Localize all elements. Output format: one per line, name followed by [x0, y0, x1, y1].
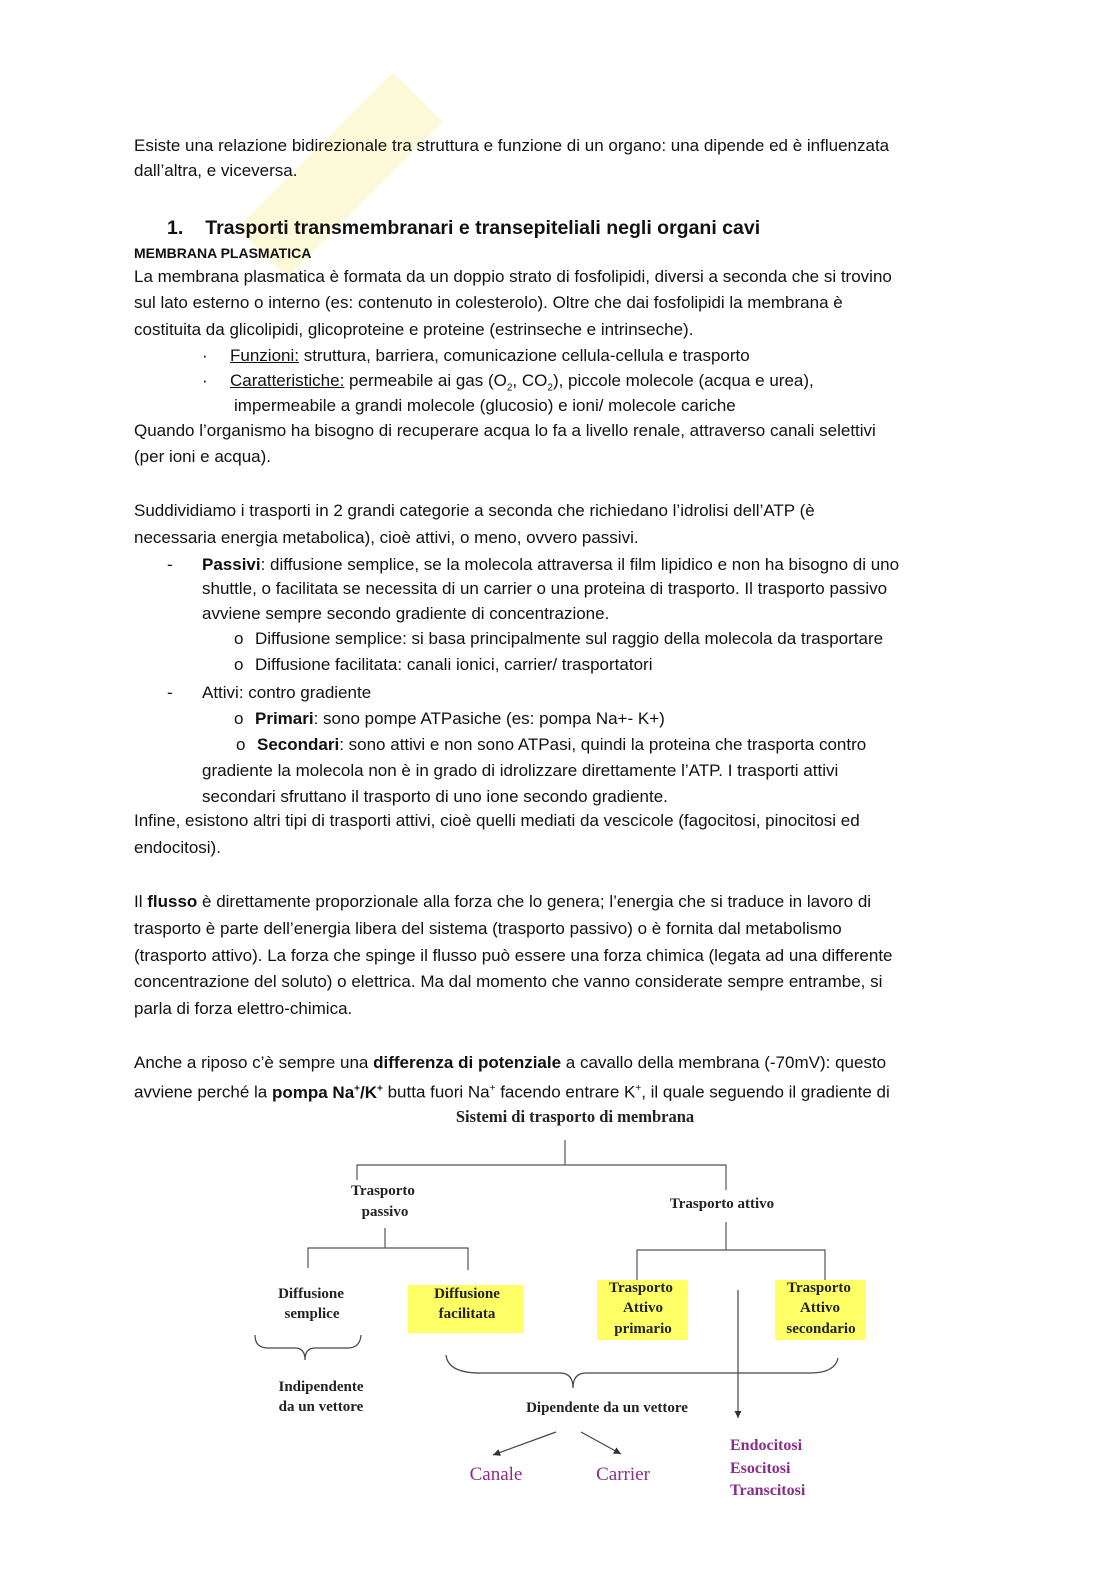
node-label: secondario — [786, 1321, 856, 1337]
text: : sono attivi e non sono ATPasi, quindi la proteina che trasporta contro — [339, 735, 867, 754]
node-esocitosi: Esocitosi — [730, 1460, 791, 1477]
list-item-attivi: Attivi: contro gradiente — [202, 683, 372, 702]
circle-marker: o — [234, 629, 244, 648]
text: ), piccole molecole (acqua e urea), — [552, 371, 814, 390]
arrow-canale — [493, 1432, 556, 1455]
node-label: facilitata — [438, 1306, 496, 1322]
text: , CO — [512, 371, 548, 390]
paragraph-line: Suddividiamo i trasporti in 2 grandi categorie a seconda che richiedano l’idrolisi dell’ATP (è — [134, 501, 815, 520]
text: permeabile ai gas (O — [344, 371, 507, 390]
node-label: Diffusione — [278, 1286, 344, 1302]
heading-number: 1. — [167, 217, 184, 239]
paragraph-line: concentrazione del soluto) o elettrica. Ma dal momento che vanno considerate sempre entrambe, si — [134, 972, 883, 991]
text: facendo entrare K — [495, 1082, 636, 1102]
diagram-title: Sistemi di trasporto di membrana — [455, 1107, 695, 1126]
dash-marker: - — [167, 683, 173, 702]
node-label: passivo — [361, 1204, 409, 1220]
text: Il — [134, 892, 148, 911]
node-label: Dipendente da un vettore — [526, 1400, 688, 1416]
list-continuation: secondari sfruttano il trasporto di uno ione secondo gradiente. — [202, 787, 668, 806]
node-endocitosi: Endocitosi — [730, 1437, 803, 1454]
node-label: Trasporto attivo — [669, 1196, 775, 1212]
node-label: primario — [614, 1321, 672, 1337]
node-transcitosi: Transcitosi — [730, 1482, 806, 1499]
paragraph-line: La membrana plasmatica è formata da un doppio strato di fosfolipidi, diversi a seconda che si trovino — [134, 267, 892, 286]
superscript: + — [489, 1083, 496, 1094]
large-brace — [446, 1355, 838, 1388]
heading-title: Trasporti transmembranari e transepiteliali negli organi cavi — [205, 217, 761, 239]
node-label: Trasporto — [609, 1280, 673, 1296]
node-label: Trasporto — [351, 1183, 415, 1199]
circle-marker: o — [234, 709, 244, 728]
subscript: 2 — [506, 382, 513, 394]
bullet-marker: · — [202, 346, 208, 365]
node-canale: Canale — [469, 1464, 523, 1485]
list-continuation: shuttle, o facilitata se necessita di un carrier o una proteina di trasporto. Il trasporto passivo — [202, 579, 888, 598]
text: : sono pompe ATPasiche (es: pompa Na+- K+) — [313, 709, 665, 728]
bullet-marker: · — [202, 371, 208, 390]
dash-marker: - — [167, 555, 173, 574]
superscript: + — [635, 1083, 642, 1094]
node-label: Attivo — [800, 1300, 840, 1316]
intro-line: dall’altra, e viceversa. — [134, 161, 298, 180]
text: butta fuori Na — [382, 1082, 490, 1102]
circle-marker: o — [236, 735, 246, 754]
sub-item: Diffusione semplice: si basa principalmente sul raggio della molecola da trasportare — [255, 629, 884, 648]
sub-item: Diffusione facilitata: canali ionici, carrier/ trasportatori — [255, 655, 653, 674]
intro-line: Esiste una relazione bidirezionale tra struttura e funzione di un organo: una dipende ed è influenzata — [134, 136, 890, 155]
node-label: da un vettore — [278, 1399, 364, 1415]
paragraph-line: (trasporto attivo). La forza che spinge il flusso può essere una forza chimica (legata ad una differente — [134, 946, 893, 965]
subheading: MEMBRANA PLASMATICA — [134, 245, 312, 261]
subscript: 2 — [547, 382, 553, 394]
paragraph-line: Quando l’organismo ha bisogno di recuperare acqua lo fa a livello renale, attraverso canali selettivi — [134, 421, 876, 440]
list-continuation: avviene sempre secondo gradiente di concentrazione. — [202, 604, 610, 623]
label: Primari — [255, 709, 314, 728]
paragraph-line: costituita da glicolipidi, glicoproteine e proteine (estrinseche e intrinseche). — [134, 320, 694, 339]
paragraph-line: endocitosi). — [134, 838, 221, 857]
superscript: + — [354, 1083, 361, 1094]
node-label: semplice — [284, 1306, 340, 1322]
label: Secondari — [257, 735, 340, 754]
node-carrier: Carrier — [596, 1464, 650, 1485]
text: , il quale seguendo il gradiente di — [641, 1082, 890, 1102]
paragraph-line: (per ioni e acqua). — [134, 447, 272, 466]
text: pompa Na — [271, 1082, 355, 1102]
node-label: Trasporto — [787, 1280, 851, 1296]
text: avviene perché la — [134, 1082, 272, 1102]
label: Funzioni: — [230, 346, 299, 365]
paragraph-line: Infine, esistono altri tipi di trasporti attivi, cioè quelli mediati da vescicole (fagocitosi, pinocitosi ed — [134, 811, 860, 830]
paragraph-line: sul lato esterno o interno (es: contenuto in colesterolo). Oltre che dai fosfolipidi la membrana è — [134, 293, 843, 312]
text: è direttamente proporzionale alla forza che lo genera; l’energia che si traduce in lavoro di — [197, 892, 872, 911]
text: : diffusione semplice, se la molecola attraversa il film lipidico e non ha bisogno di uno — [260, 555, 900, 574]
text: /K — [360, 1082, 378, 1102]
label: Passivi — [202, 555, 261, 574]
node-label: Diffusione — [434, 1286, 500, 1302]
small-brace — [255, 1335, 361, 1360]
paragraph-line: parla di forza elettro-chimica. — [134, 999, 353, 1018]
text: struttura, barriera, comunicazione cellula-cellula e trasporto — [298, 346, 750, 365]
node-label: Attivo — [623, 1300, 663, 1316]
paragraph-line: necessaria energia metabolica), cioè attivi, o meno, ovvero passivi. — [134, 528, 639, 547]
arrow-carrier — [581, 1432, 621, 1454]
bold-term: flusso — [147, 892, 198, 911]
bullet-continuation: impermeabile a grandi molecole (glucosio) e ioni/ molecole cariche — [234, 396, 736, 415]
label: Caratteristiche: — [230, 371, 345, 390]
text: Anche a riposo c’è sempre una — [134, 1053, 374, 1072]
node-label: Indipendente — [278, 1379, 364, 1395]
bold-term: differenza di potenziale — [373, 1053, 562, 1072]
superscript: + — [377, 1083, 383, 1094]
list-continuation: gradiente la molecola non è in grado di idrolizzare direttamente l’ATP. I trasporti attivi — [202, 761, 839, 780]
paragraph-line: trasporto è parte dell’energia libera del sistema (trasporto passivo) o è fornita dal metabolismo — [134, 919, 842, 938]
circle-marker: o — [234, 655, 244, 674]
text: a cavallo della membrana (-70mV): questo — [561, 1053, 887, 1072]
